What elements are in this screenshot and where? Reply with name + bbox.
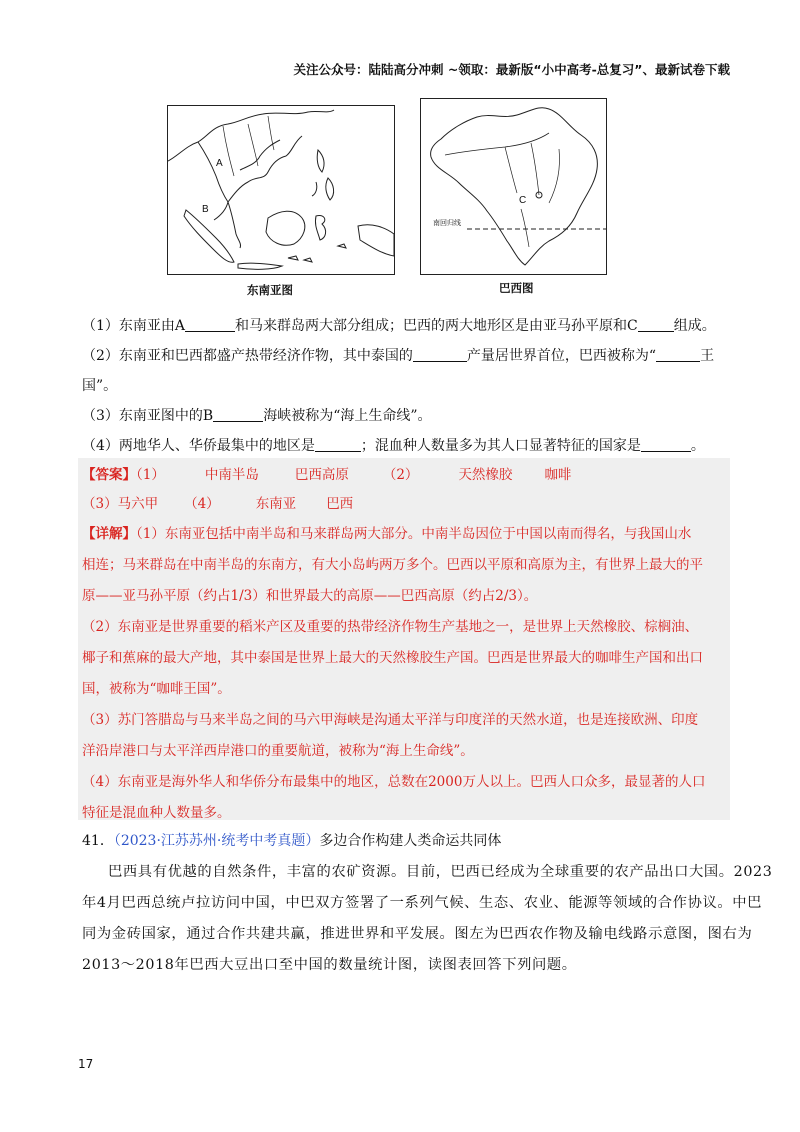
answer-item: 东南亚 — [255, 496, 297, 512]
q2-text-a: （2）东南亚和巴西都盛产热带经济作物，其中泰国的 — [82, 348, 413, 364]
detail-text: （1）东南亚包括中南半岛和马来群岛两大部分。中南半岛因位于中国以南而得名，与我国山水 — [136, 526, 692, 542]
br-label-tropic: 南回归线 — [433, 220, 461, 227]
detail-line: 洋沿岸港口与太平洋西岸港口的重要航道，被称为“海上生命线”。 — [82, 743, 474, 759]
detail-line: 原——亚马孙平原（约占1/3）和世界最大的高原——巴西高原（约占2/3）。 — [82, 588, 538, 604]
q4-blank-a[interactable] — [315, 437, 361, 452]
q3-blank[interactable] — [213, 407, 263, 422]
question-4 — [82, 436, 730, 456]
question-41-paragraph: 巴西具有优越的自然条件，丰富的农矿资源。目前，巴西已经成为全球重要的农产品出口大国。2023 — [108, 864, 773, 880]
q1-blank-a[interactable] — [185, 317, 235, 332]
detail-line: 特征是混血种人数量多。 — [82, 805, 231, 821]
answer-item: （3）马六甲 — [82, 496, 159, 512]
q1-text-b: 和马来群岛两大部分组成；巴西的两大地形区是由亚马孙平原和C — [235, 318, 638, 334]
q1-text-a: （1）东南亚由A — [82, 318, 186, 334]
answer-item: 中南半岛 — [204, 467, 259, 483]
question-2-continued: 国”。 — [82, 378, 118, 394]
q2-blank-b[interactable] — [656, 347, 700, 362]
q2-text-b: 产量居世界首位，巴西被称为“ — [466, 348, 657, 364]
brazil-map — [420, 98, 607, 275]
detail-line: （4）东南亚是海外华人和华侨分布最集中的地区，总数在2000万人以上。巴西人口众多，最显著的人口 — [82, 774, 706, 790]
answer-row-1 — [82, 465, 571, 485]
q4-text-b: ；混血种人数量多为其人口显著特征的国家是 — [360, 438, 641, 454]
answer-tag: 【答案】 — [82, 467, 136, 483]
detail-line — [82, 524, 691, 544]
southeast-asia-map-drawing — [168, 106, 394, 274]
q1-text-c: 组成。 — [673, 318, 716, 334]
q4-text-a: （4）两地华人、华侨最集中的地区是 — [82, 438, 315, 454]
page-number: 17 — [78, 1057, 94, 1071]
question-41-number: 41． — [82, 833, 114, 849]
q2-blank-a[interactable] — [413, 347, 467, 362]
answer-item: （4） — [184, 496, 220, 512]
answer-item: 巴西高原 — [294, 467, 349, 483]
brazil-map-drawing — [421, 99, 606, 274]
q3-text-b: 海峡被称为“海上生命线”。 — [263, 408, 432, 424]
southeast-asia-map-caption: 东南亚图 — [247, 283, 293, 297]
question-1 — [82, 316, 730, 336]
detail-line: （2）东南亚是世界重要的稻米产区及重要的热带经济作物生产基地之一，是世界上天然橡胶、棕榈油、 — [82, 619, 699, 635]
detail-line: （3）苏门答腊岛与马来半岛之间的马六甲海峡是沟通太平洋与印度洋的天然水道，也是连接欧洲、印度 — [82, 712, 699, 728]
detail-tag: 【详解】 — [82, 526, 136, 542]
sea-label-a: A — [216, 158, 223, 169]
answer-row-2 — [82, 494, 353, 514]
q1-blank-b[interactable] — [638, 317, 674, 332]
q2-text-c: 王 — [700, 348, 715, 364]
detail-line: 椰子和蕉麻的最大产地，其中泰国是世界上最大的天然橡胶生产国。巴西是世界最大的咖啡生产国和出口 — [82, 650, 703, 666]
q4-text-c: 。 — [690, 438, 705, 454]
br-label-c: C — [519, 195, 527, 206]
question-2 — [82, 346, 730, 366]
brazil-map-caption: 巴西图 — [499, 281, 534, 295]
question-3 — [82, 406, 730, 426]
detail-line: 国，被称为“咖啡王国”。 — [82, 681, 231, 697]
question-41-heading — [82, 830, 501, 850]
question-41-title: 多边合作构建人类命运共同体 — [319, 833, 502, 849]
answer-item: 巴西 — [326, 496, 354, 512]
answer-item: 咖啡 — [544, 467, 572, 483]
answer-item: 天然橡胶 — [458, 467, 513, 483]
answer-item: （2） — [382, 467, 419, 483]
sea-label-b: B — [202, 204, 209, 215]
answer-item: （1） — [136, 467, 165, 483]
detail-line: 相连；马来群岛在中南半岛的东南方，有大小岛屿两万多个。巴西以平原和高原为主，有世界上最大的平 — [82, 557, 703, 573]
question-41-paragraph: 2013～2018年巴西大豆出口至中国的数量统计图，读图表回答下列问题。 — [82, 957, 577, 973]
q4-blank-b[interactable] — [641, 437, 691, 452]
question-41-paragraph: 年4月巴西总统卢拉访问中国，中巴双方签署了一系列气候、生态、农业、能源等领域的合作协议。中巴 — [82, 895, 763, 911]
question-41-paragraph: 同为金砖国家，通过合作共建共赢，推进世界和平发展。图左为巴西农作物及输电线路示意图，图右为 — [82, 926, 753, 942]
southeast-asia-map — [167, 105, 395, 275]
question-41-source[interactable]: （2023·江苏苏州·统考中考真题） — [113, 833, 320, 849]
page-header: 关注公众号：陆陆高分冲刺 ~领取：最新版“小中高考-总复习”、最新试卷下载 — [293, 62, 730, 77]
q3-text-a: （3）东南亚图中的B — [82, 408, 214, 424]
